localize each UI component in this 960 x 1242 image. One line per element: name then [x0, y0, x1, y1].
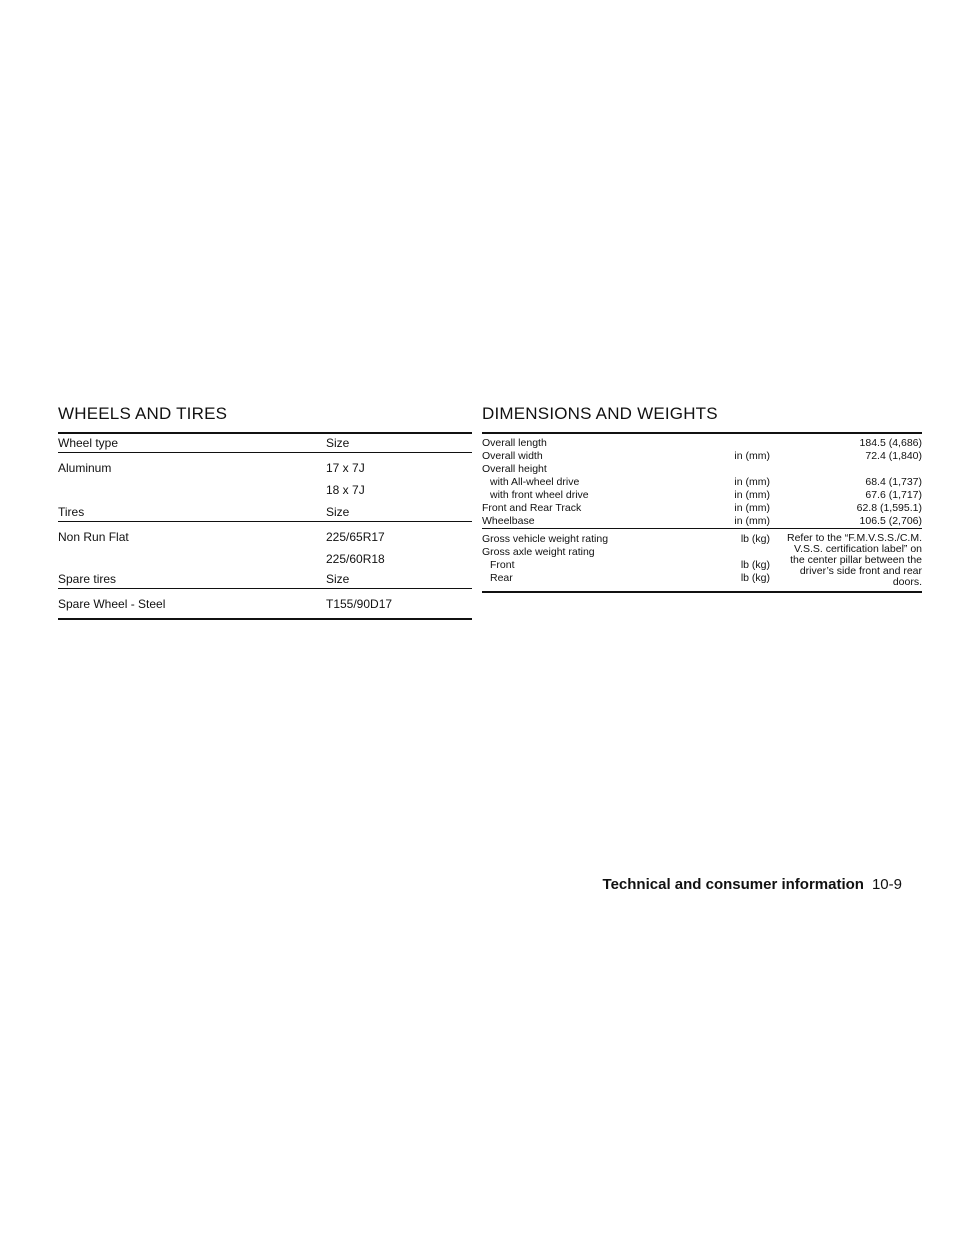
header-size: Size: [326, 505, 350, 519]
wheel-size-17: 17 x 7J: [326, 461, 365, 475]
table-row: [58, 528, 472, 547]
gvwr-label: Gross vehicle weight rating: [482, 533, 609, 545]
dim-unit: in (mm): [734, 489, 770, 501]
table-row: [482, 450, 922, 463]
rear-unit: lb (kg): [740, 572, 770, 584]
spare-wheel-label: Spare Wheel - Steel: [58, 597, 166, 611]
tire-size-17: 225/65R17: [326, 530, 385, 544]
gvwr-unit: lb (kg): [740, 533, 770, 545]
table-row: [482, 463, 922, 476]
tire-size-18: 225/60R18: [326, 552, 385, 566]
header-wheel-type: Wheel type: [58, 436, 119, 450]
dim-label: Front and Rear Track: [482, 502, 582, 514]
dimensions-table: [482, 432, 922, 593]
wheels-tires-table: [58, 432, 472, 620]
wheels-tires-title: WHEELS AND TIRES: [58, 404, 228, 423]
dim-unit: in (mm): [734, 515, 770, 527]
note-line: V.S.S. certification label” on: [793, 543, 922, 555]
footer-section-title: Technical and consumer information: [602, 876, 864, 893]
dim-label: Overall width: [482, 450, 543, 462]
dim-label: Wheelbase: [482, 515, 535, 527]
dim-label: with All-wheel drive: [490, 476, 580, 488]
dim-unit: in (mm): [734, 450, 770, 462]
dim-label: Overall length: [482, 437, 547, 449]
note-line: the center pillar between the: [790, 554, 922, 566]
dim-value: 67.6 (1,717): [865, 489, 922, 501]
rear-label: Rear: [490, 572, 513, 584]
dim-value: 184.5 (4,686): [859, 437, 922, 449]
page-footer: [603, 876, 902, 893]
wheel-size-18: 18 x 7J: [326, 483, 365, 497]
table-row: [482, 515, 922, 528]
note-line: Refer to the “F.M.V.S.S./C.M.: [787, 532, 922, 544]
table-row: [482, 437, 922, 450]
header-tires: Tires: [58, 505, 85, 519]
certification-note: [772, 533, 922, 588]
gawr-label: Gross axle weight rating: [482, 546, 595, 558]
table-row: [58, 481, 472, 500]
spare-size: T155/90D17: [326, 597, 393, 611]
table-row: [482, 489, 922, 502]
table-row: [58, 550, 472, 569]
table-bottom-rule: [482, 591, 922, 593]
dim-unit: in (mm): [734, 502, 770, 514]
dim-label: with front wheel drive: [490, 489, 589, 501]
tire-nonrunflat-label: Non Run Flat: [58, 530, 129, 544]
table-row: [58, 595, 472, 614]
dim-value: 62.8 (1,595.1): [856, 502, 922, 514]
front-label: Front: [490, 559, 515, 571]
table-header-row: [58, 434, 472, 453]
table-row: [482, 476, 922, 489]
dim-value: 68.4 (1,737): [865, 476, 922, 488]
table-header-row: [58, 503, 472, 522]
dim-unit: in (mm): [734, 476, 770, 488]
wheel-aluminum-label: Aluminum: [58, 461, 112, 475]
front-unit: lb (kg): [740, 559, 770, 571]
header-size: Size: [326, 436, 350, 450]
table-row: [482, 502, 922, 515]
table-header-row: [58, 570, 472, 589]
page-number: 10-9: [871, 876, 902, 893]
header-spare-tires: Spare tires: [58, 572, 117, 586]
dim-label: Overall height: [482, 463, 547, 475]
dim-value: 72.4 (1,840): [865, 450, 922, 462]
dimensions-weights-title: DIMENSIONS AND WEIGHTS: [482, 404, 718, 423]
note-line: doors.: [892, 576, 922, 588]
table-bottom-rule: [58, 618, 472, 620]
table-row: [58, 459, 472, 478]
weights-block: [482, 533, 922, 591]
dim-value: 106.5 (2,706): [859, 515, 922, 527]
header-size: Size: [326, 572, 350, 586]
note-line: driver’s side front and rear: [799, 565, 922, 577]
